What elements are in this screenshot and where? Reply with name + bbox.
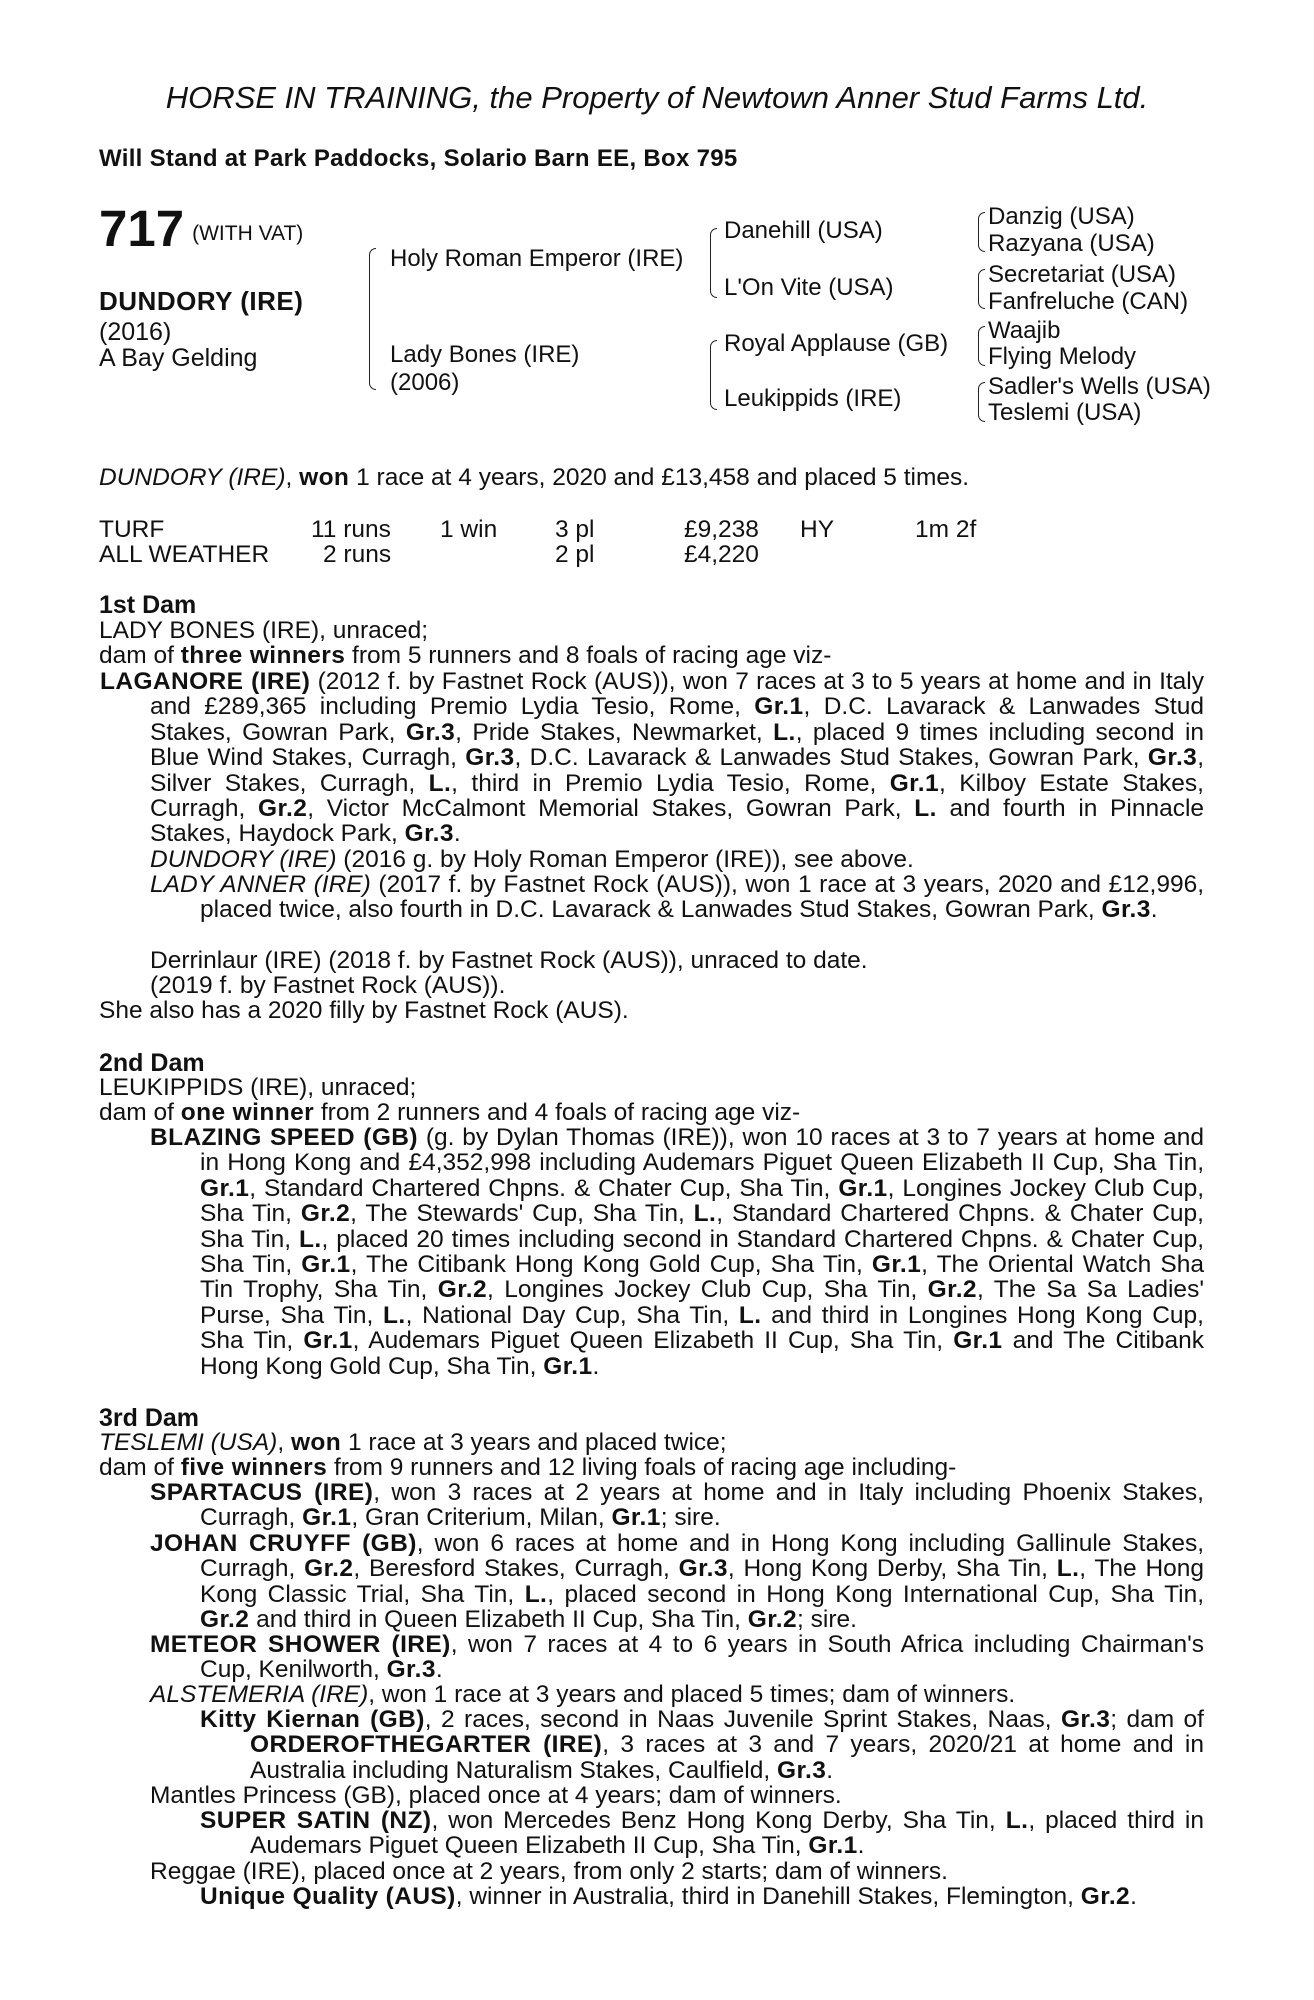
second-dam-heading: 2nd Dam: [99, 1049, 205, 1077]
pedigree-gg-2: Razyana (USA): [988, 230, 1155, 257]
pedigree-brace-g4: [978, 382, 985, 422]
progeny-lady-anner: LADY ANNER (IRE) (2017 f. by Fastnet Rock (AUS)), won 1 race at 3 years, 2020 and £12,996, placed twice, also fourth in D.C. Lavarack & Lanwades Stud Stakes, Gowran Park, Gr.3.: [150, 871, 1204, 924]
summary-horse-name: DUNDORY (IRE): [99, 464, 286, 491]
progeny-alstemeria: ALSTEMERIA (IRE), won 1 race at 3 years and placed 5 times; dam of winners.: [150, 1681, 1016, 1708]
pedigree-gg-7: Sadler's Wells (USA): [988, 373, 1211, 400]
pedigree-dam: Lady Bones (IRE): [390, 341, 580, 368]
progeny-dundory: DUNDORY (IRE) (2016 g. by Holy Roman Emperor (IRE)), see above.: [150, 846, 914, 873]
third-dam-heading: 3rd Dam: [99, 1404, 200, 1432]
pedigree-dam-dam: Leukippids (IRE): [724, 385, 902, 412]
stats-aw-earnings: £4,220: [684, 541, 759, 568]
third-dam-line: TESLEMI (USA), won 1 race at 3 years and placed twice;: [99, 1429, 727, 1456]
first-dam-also-note: She also has a 2020 filly by Fastnet Rock (AUS).: [99, 997, 629, 1024]
progeny-unique-quality: Unique Quality (AUS), winner in Australia, third in Danehill Stakes, Flemington, Gr.2.: [200, 1883, 1137, 1910]
horse-year: (2016): [99, 318, 172, 346]
progeny-spartacus: SPARTACUS (IRE), won 3 races at 2 years at home and in Italy including Phoenix Stakes, Curragh, Gr.1, Gran Criterium, Milan, Gr.1; sire.: [150, 1479, 1204, 1532]
pedigree-gg-1: Danzig (USA): [988, 203, 1135, 230]
stats-turf-placed: 3 pl: [555, 516, 595, 543]
lot-number: [99, 200, 304, 257]
pedigree-brace-sire-parents: [710, 228, 717, 298]
stats-turf-runs: 11 runs: [311, 516, 391, 543]
progeny-meteor-shower: METEOR SHOWER (IRE), won 7 races at 4 to 6 years in South Africa including Chairman's Cup, Kenilworth, Gr.3.: [150, 1631, 1204, 1684]
progeny-mantles-princess: Mantles Princess (GB), placed once at 4 years; dam of winners.: [150, 1782, 842, 1809]
pedigree-sire-dam: L'On Vite (USA): [724, 274, 894, 301]
race-summary: DUNDORY (IRE), won 1 race at 4 years, 2020 and £13,458 and placed 5 times.: [99, 464, 970, 491]
second-dam-line: LEUKIPPIDS (IRE), unraced;: [99, 1074, 417, 1101]
pedigree-brace-g2: [978, 269, 985, 309]
stats-aw-placed: 2 pl: [555, 541, 595, 568]
horse-description: A Bay Gelding: [99, 344, 258, 372]
pedigree-dam-sire: Royal Applause (GB): [724, 330, 949, 357]
pedigree-gg-5: Waajib: [988, 317, 1061, 344]
stats-aw-runs: 2 runs: [323, 541, 392, 568]
second-dam-produce-summary: dam of one winner from 2 runners and 4 foals of racing age viz-: [99, 1099, 801, 1126]
progeny-2019-filly: (2019 f. by Fastnet Rock (AUS)).: [150, 972, 506, 999]
progeny-johan-cruyff: JOHAN CRUYFF (GB), won 6 races at home and in Hong Kong including Gallinule Stakes, Curragh, Gr.2, Beresford Stakes, Curragh, Gr.3, Hong Kong Derby, Sha Tin, L., The Hong Kong Classic Trial, Sha Tin, L., placed second in Hong Kong International Cup, Sha Tin, Gr.2 and third in Queen Elizabeth II Cup, Sha Tin, Gr.2; sire.: [150, 1530, 1205, 1634]
horse-name: DUNDORY (IRE): [99, 286, 304, 316]
page-title: HORSE IN TRAINING, the Property of Newtown Anner Stud Farms Ltd.: [165, 80, 1149, 115]
pedigree-brace-g3: [978, 326, 985, 366]
first-dam-line: LADY BONES (IRE), unraced;: [99, 617, 429, 644]
lot-number-value: 717: [99, 200, 185, 257]
stand-location: Will Stand at Park Paddocks, Solario Barn EE, Box 795: [99, 145, 738, 172]
stats-aw-surface: ALL WEATHER: [99, 541, 270, 568]
pedigree-sire: Holy Roman Emperor (IRE): [390, 245, 684, 272]
pedigree-gg-8: Teslemi (USA): [988, 399, 1142, 426]
progeny-derrinlaur: Derrinlaur (IRE) (2018 f. by Fastnet Rock (AUS)), unraced to date.: [150, 947, 868, 974]
progeny-reggae: Reggae (IRE), placed once at 2 years, from only 2 starts; dam of winners.: [150, 1858, 948, 1885]
progeny-super-satin: SUPER SATIN (NZ), won Mercedes Benz Hong Kong Derby, Sha Tin, L., placed third in Audemars Piguet Queen Elizabeth II Cup, Sha Tin, Gr.1.: [200, 1807, 1205, 1860]
pedigree-gg-4: Fanfreluche (CAN): [988, 288, 1189, 315]
first-dam-produce-summary: dam of three winners from 5 runners and 8 foals of racing age viz-: [99, 642, 832, 669]
pedigree-brace-dam-parents: [710, 340, 717, 410]
stats-turf-going: HY: [800, 516, 835, 543]
stats-turf-surface: TURF: [99, 516, 165, 543]
stats-turf-distance: 1m 2f: [915, 516, 977, 543]
pedigree-brace-sire-dam: [369, 248, 376, 390]
progeny-blazing-speed: BLAZING SPEED (GB) (g. by Dylan Thomas (IRE)), won 10 races at 3 to 7 years at home and in Hong Kong and £4,352,998 including Audemars Piguet Queen Elizabeth II Cup, Sha Tin, Gr.1, Standard Chartered Chpns. & Chater Cup, Sha Tin, Gr.1, Longines Jockey Club Cup, Sha Tin, Gr.2, The Stewards' Cup, Sha Tin, L., Standard Chartered Chpns. & Chater Cup, Sha Tin, L., placed 20 times including second in Standard Chartered Chpns. & Chater Cup, Sha Tin, Gr.1, The Citibank Hong Kong Gold Cup, Sha Tin, Gr.1, The Oriental Watch Sha Tin Trophy, Sha Tin, Gr.2, Longines Jockey Club Cup, Sha Tin, Gr.2, The Sa Sa Ladies' Purse, Sha Tin, L., National Day Cup, Sha Tin, L. and third in Longines Hong Kong Cup, Sha Tin, Gr.1, Audemars Piguet Queen Elizabeth II Cup, Sha Tin, Gr.1 and The Citibank Hong Kong Gold Cup, Sha Tin, Gr.1.: [150, 1124, 1205, 1380]
pedigree-brace-g1: [978, 212, 985, 252]
stats-turf-earnings: £9,238: [684, 516, 759, 543]
progeny-kitty-kiernan: Kitty Kiernan (GB), 2 races, second in Naas Juvenile Sprint Stakes, Naas, Gr.3; dam of ORDEROFTHEGARTER (IRE), 3 races at 3 and 7 years, 2020/21 at home and in Australia including Naturalism Stakes, Caulfield, Gr.3.: [200, 1706, 1204, 1784]
pedigree-gg-3: Secretariat (USA): [988, 261, 1177, 288]
vat-label: (WITH VAT): [192, 222, 304, 245]
pedigree-dam-year: (2006): [390, 369, 460, 396]
pedigree-sire-sire: Danehill (USA): [724, 217, 883, 244]
first-dam-heading: 1st Dam: [99, 591, 197, 619]
progeny-laganore: LAGANORE (IRE) (2012 f. by Fastnet Rock (AUS)), won 7 races at 3 to 5 years at home and in Italy and £289,365 including Premio Lydia Tesio, Rome, Gr.1, D.C. Lavarack & Lanwades Stud Stakes, Gowran Park, Gr.3, Pride Stakes, Newmarket, L., placed 9 times including second in Blue Wind Stakes, Curragh, Gr.3, D.C. Lavarack & Lanwades Stud Stakes, Gowran Park, Gr.3, Silver Stakes, Curragh, L., third in Premio Lydia Tesio, Rome, Gr.1, Kilboy Estate Stakes, Curragh, Gr.2, Victor McCalmont Memorial Stakes, Gowran Park, L. and fourth in Pinnacle Stakes, Haydock Park, Gr.3.: [100, 668, 1205, 848]
pedigree-gg-6: Flying Melody: [988, 343, 1137, 370]
third-dam-produce-summary: dam of five winners from 9 runners and 12 living foals of racing age including-: [99, 1454, 957, 1481]
stats-turf-wins: 1 win: [440, 516, 498, 543]
